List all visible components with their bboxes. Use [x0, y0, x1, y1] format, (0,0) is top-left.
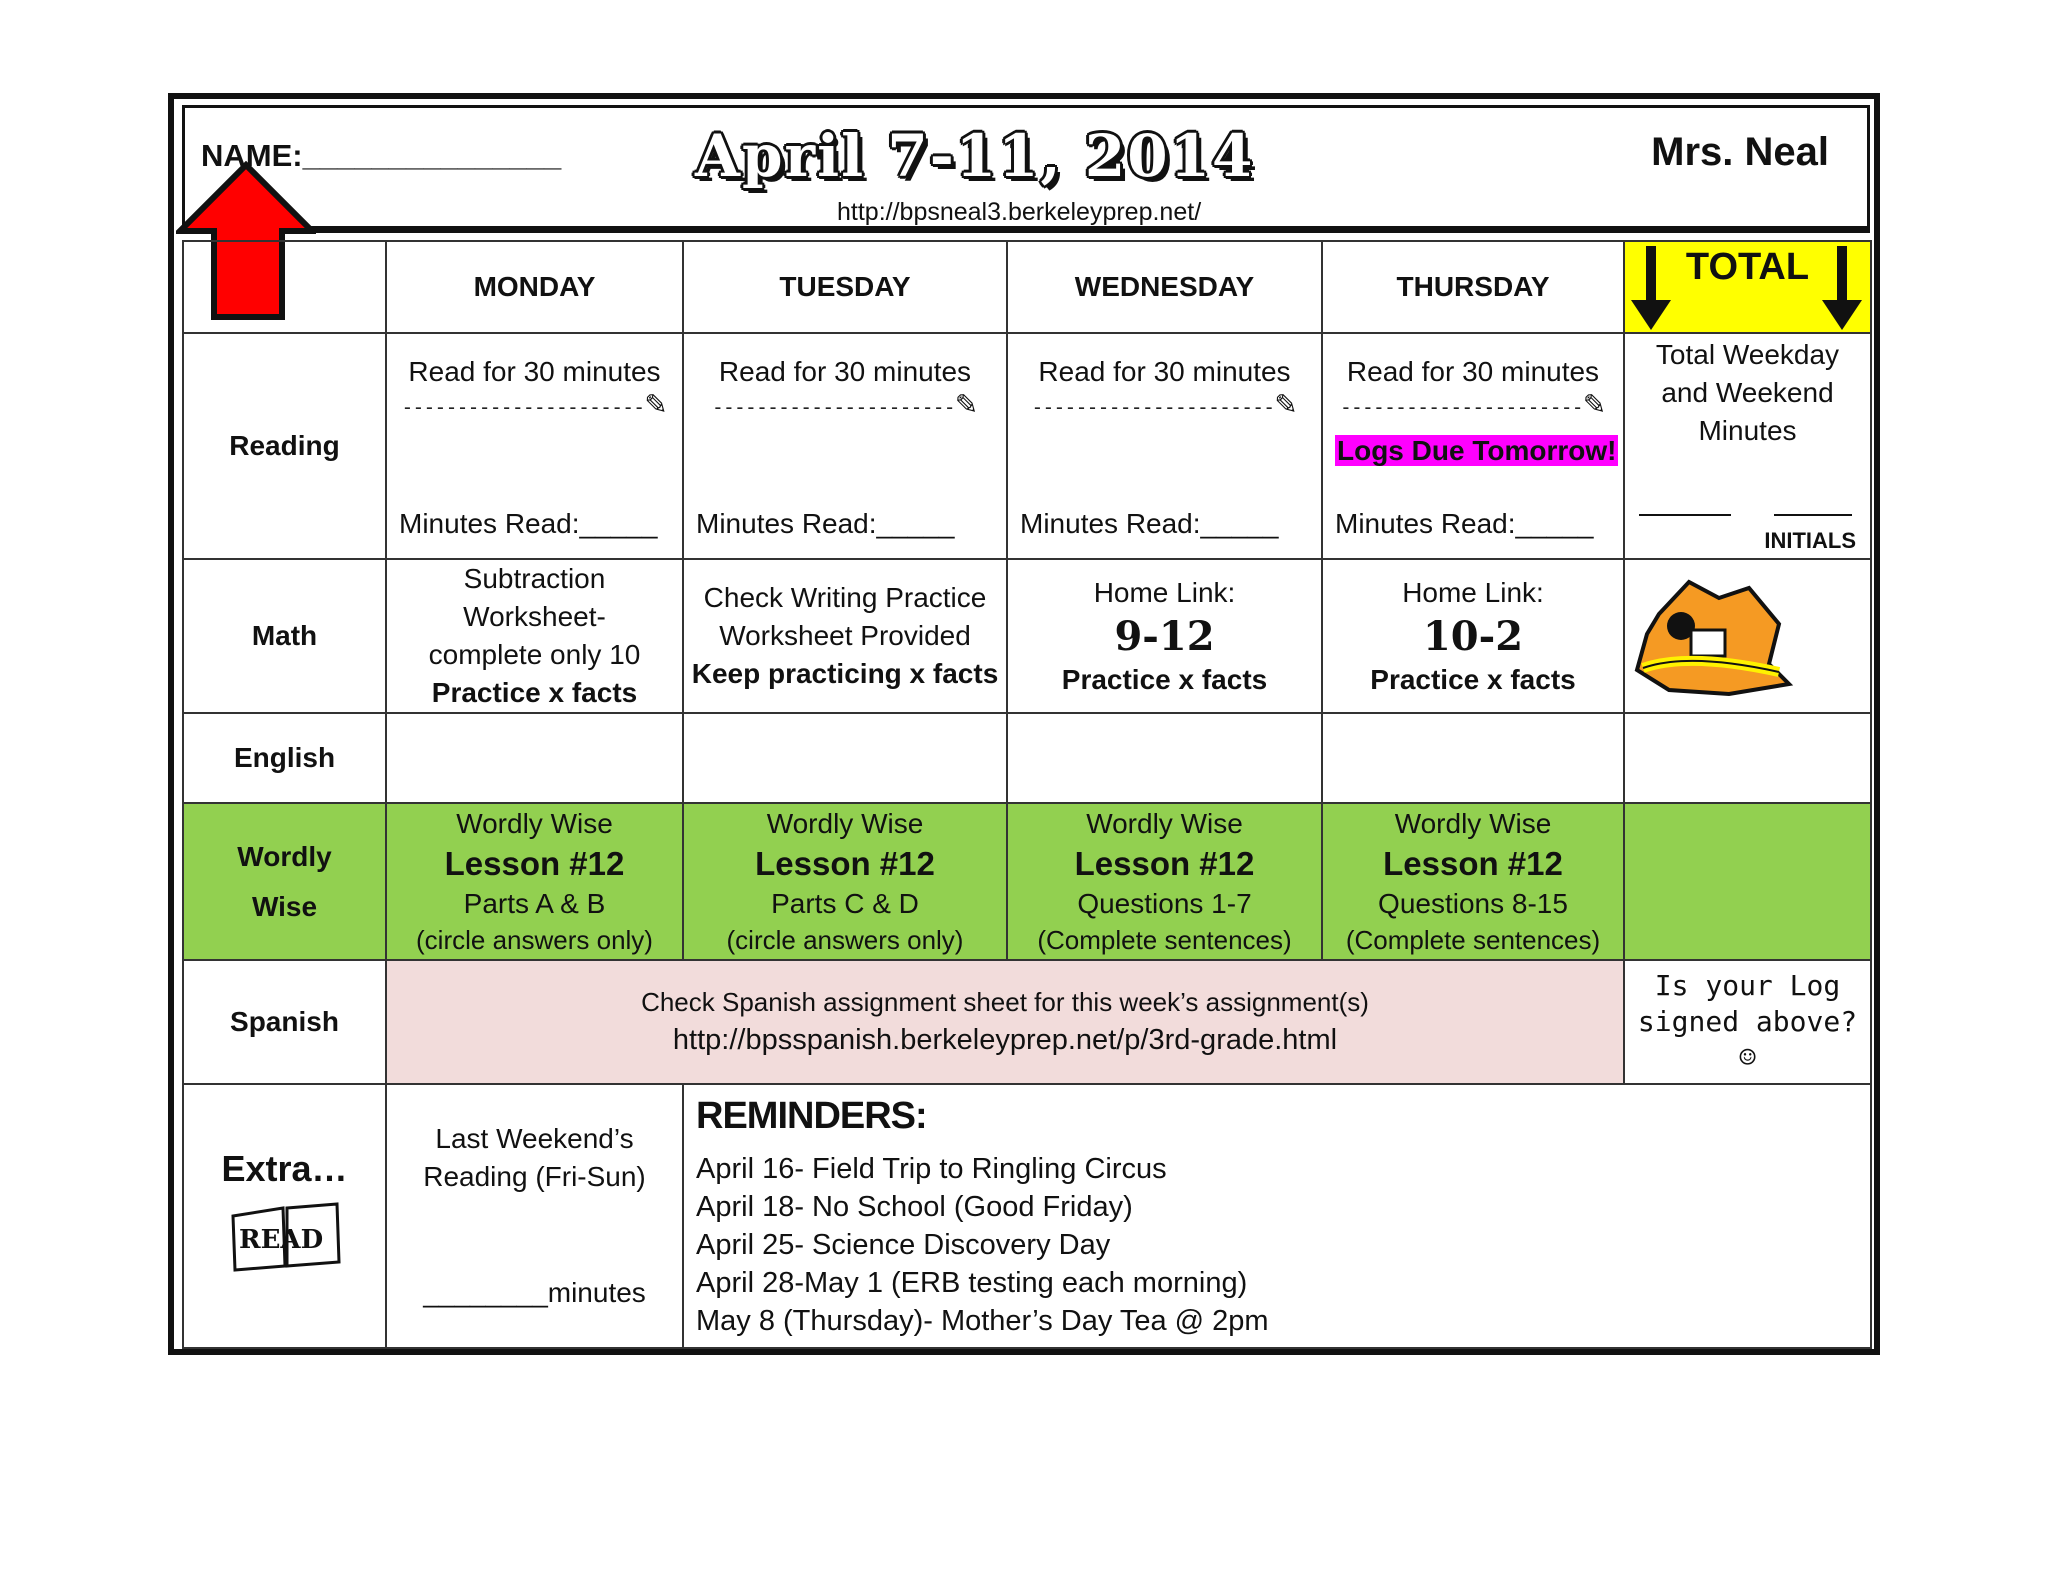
ww-note: (circle answers only)	[416, 924, 653, 955]
minutes-read-field[interactable]: Minutes Read:_____	[696, 508, 955, 539]
sheet-header	[182, 105, 1870, 233]
reading-task: Read for 30 minutes	[718, 356, 972, 387]
weekend-label: Reading (Fri-Sun)	[423, 1161, 646, 1192]
spanish-assignment	[386, 960, 1624, 1084]
wordly-total	[1624, 803, 1871, 960]
ww-note: (Complete sentences)	[1037, 924, 1292, 955]
day-tuesday: TUESDAY	[683, 241, 1007, 333]
pencil-icon: ✎	[644, 389, 668, 420]
sumdog-logo	[1629, 574, 1799, 704]
spanish-instructions: Check Spanish assignment sheet for this week’s assignment(s)	[641, 987, 1369, 1017]
reminder-item: May 8 (Thursday)- Mother’s Day Tea @ 2pm	[696, 1305, 1269, 1337]
math-line: Worksheet-	[463, 601, 606, 632]
extra-row	[183, 1084, 1871, 1348]
english-total	[1624, 713, 1871, 803]
reminders-list	[696, 1150, 1870, 1340]
reading-wednesday	[1007, 333, 1322, 559]
math-line: Check Writing Practice	[703, 582, 987, 613]
math-practice: Practice x facts	[1370, 663, 1576, 695]
spanish-row	[183, 960, 1871, 1084]
down-arrow-icon	[1820, 244, 1864, 332]
total-minutes-blank[interactable]	[1639, 514, 1731, 516]
row-label-wordly-wise	[183, 803, 386, 960]
math-practice: Keep practicing x facts	[691, 658, 999, 689]
english-row	[183, 713, 1871, 803]
pencil-icon: ✎	[1582, 389, 1607, 420]
ww-lesson: Lesson #12	[755, 844, 935, 882]
home-link-number: 9-12	[1114, 612, 1215, 660]
reminders-panel	[683, 1084, 1871, 1348]
reading-task: Read for 30 minutes	[1346, 356, 1600, 387]
math-line: Worksheet Provided	[719, 620, 971, 651]
reminder-item: April 25- Science Discovery Day	[696, 1229, 1111, 1261]
total-label: TOTAL	[1685, 246, 1810, 288]
ww-task: Questions 1-7	[1077, 887, 1252, 919]
total-header	[1624, 241, 1871, 333]
teacher-name: Mrs. Neal	[1651, 130, 1829, 174]
ww-title: Wordly Wise	[456, 807, 613, 839]
ww-lesson: Lesson #12	[1074, 844, 1255, 882]
reading-tuesday	[683, 333, 1007, 559]
reminder-item: April 18- No School (Good Friday)	[696, 1191, 1133, 1223]
pencil-icon: ✎	[1274, 389, 1298, 420]
signature-line[interactable]: ----------------------	[1339, 395, 1583, 419]
read-book-icon	[225, 1196, 345, 1276]
day-thursday: THURSDAY	[1322, 241, 1624, 333]
weekend-minutes-field[interactable]: ________minutes	[423, 1277, 646, 1308]
reminder-item: April 16- Field Trip to Ringling Circus	[696, 1153, 1167, 1185]
reminders-title: REMINDERS:	[696, 1095, 927, 1137]
math-tuesday	[683, 559, 1007, 713]
ww-lesson: Lesson #12	[1383, 844, 1563, 882]
ww-note: (Complete sentences)	[1345, 924, 1601, 955]
minutes-read-field[interactable]: Minutes Read:_____	[1335, 508, 1594, 539]
row-label-reading: Reading	[183, 333, 386, 559]
signature-line[interactable]: ----------------------	[711, 395, 955, 419]
signature-line[interactable]: ----------------------	[401, 395, 645, 419]
initials-blank[interactable]	[1774, 514, 1852, 516]
page-title: April 7-11, 2014	[695, 122, 1255, 190]
wordly-thursday	[1322, 803, 1624, 960]
math-row	[183, 559, 1871, 713]
row-label-extra	[183, 1084, 386, 1348]
reminder-item: April 28-May 1 (ERB testing each morning)	[696, 1267, 1248, 1299]
ww-task: Parts A & B	[463, 887, 606, 919]
log-question: Is your Log	[1654, 969, 1841, 1002]
initials-label: INITIALS	[1764, 528, 1856, 553]
math-total	[1624, 559, 1871, 713]
read-book-text: READ	[238, 1224, 323, 1255]
wordly-wednesday	[1007, 803, 1322, 960]
days-header-row	[183, 241, 1871, 333]
pencil-icon: ✎	[954, 389, 979, 420]
row-label-line: Wordly	[237, 840, 332, 872]
row-label-math: Math	[183, 559, 386, 713]
wordly-wise-row	[183, 803, 1871, 960]
ww-note: (circle answers only)	[726, 924, 964, 955]
smiley-icon: ☺	[1739, 1041, 1756, 1074]
name-field[interactable]: NAME:_______________	[201, 138, 562, 173]
homework-grid	[182, 240, 1872, 1349]
ww-title: Wordly Wise	[1086, 807, 1243, 839]
day-wednesday: WEDNESDAY	[1007, 241, 1322, 333]
home-link-number: 10-2	[1422, 612, 1524, 660]
day-monday: MONDAY	[386, 241, 683, 333]
log-signed-check	[1624, 960, 1871, 1084]
log-question: signed above?	[1637, 1005, 1858, 1038]
math-monday	[386, 559, 683, 713]
extra-label: Extra…	[221, 1147, 348, 1189]
weekend-label: Last Weekend’s	[435, 1123, 634, 1154]
math-practice: Practice x facts	[1061, 663, 1268, 695]
total-minutes-text: Total Weekday and Weekend Minutes	[1655, 339, 1840, 446]
home-link-label: Home Link:	[1402, 576, 1544, 608]
math-practice: Practice x facts	[431, 677, 638, 708]
row-label-line: Wise	[251, 890, 318, 922]
homework-sheet	[168, 93, 1880, 1355]
ww-title: Wordly Wise	[1394, 807, 1552, 839]
ww-task: Questions 8-15	[1378, 887, 1568, 919]
english-thursday	[1322, 713, 1624, 803]
ww-task: Parts C & D	[771, 887, 919, 919]
english-tuesday	[683, 713, 1007, 803]
home-link-label: Home Link:	[1093, 576, 1236, 608]
reading-row	[183, 333, 1871, 559]
row-label-english: English	[183, 713, 386, 803]
english-monday	[386, 713, 683, 803]
minutes-read-field[interactable]: Minutes Read:_____	[1020, 508, 1279, 539]
spanish-link[interactable]: http://bpsspanish.berkeleyprep.net/p/3rd-grade.html	[672, 1024, 1338, 1056]
english-wednesday	[1007, 713, 1322, 803]
corner-cell	[183, 241, 386, 333]
class-website-link[interactable]: http://bpsneal3.berkeleyprep.net/	[837, 198, 1202, 226]
math-line: Subtraction	[463, 563, 606, 594]
logs-due-highlight: Logs Due Tomorrow!	[1337, 435, 1617, 466]
wordly-tuesday	[683, 803, 1007, 960]
reading-task: Read for 30 minutes	[1038, 356, 1291, 387]
math-line: complete only 10	[428, 639, 641, 670]
row-label-spanish: Spanish	[183, 960, 386, 1084]
reading-thursday	[1322, 333, 1624, 559]
reading-total	[1624, 333, 1871, 559]
ww-title: Wordly Wise	[766, 807, 924, 839]
wordly-monday	[386, 803, 683, 960]
reading-task: Read for 30 minutes	[408, 356, 661, 387]
ww-lesson: Lesson #12	[444, 844, 625, 882]
signature-line[interactable]: ----------------------	[1031, 395, 1275, 419]
math-wednesday	[1007, 559, 1322, 713]
math-thursday	[1322, 559, 1624, 713]
minutes-read-field[interactable]: Minutes Read:_____	[399, 508, 658, 539]
reading-monday	[386, 333, 683, 559]
weekend-reading	[386, 1084, 683, 1348]
